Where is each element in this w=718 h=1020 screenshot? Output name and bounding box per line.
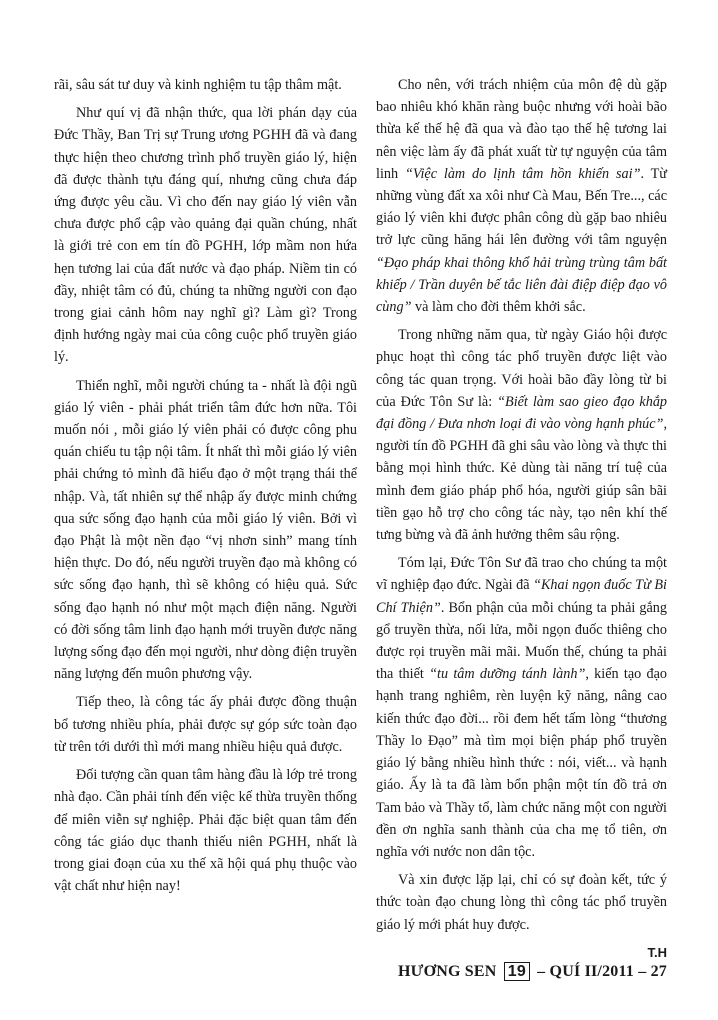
text-span: Cho nên, với trách nhiệm của môn đệ dù gặp bao nhiêu khó khăn ràng buộc nhưng với hoài bão thừa kế thế hệ đã qua và đào tạo thế hệ tương lai nên việc làm ấy đã phát xuất từ tự nguyện của tâm linh	[376, 77, 667, 182]
quote: “Đạo pháp khai thông khổ hải trùng trùng tâm bất khiếp / Trần duyên bế tắc liên đài điệp điệp đạo vô cùng”	[376, 254, 667, 316]
issue-date-page: – QUÍ II/2011 – 27	[537, 963, 667, 980]
paragraph	[376, 324, 667, 546]
issue-number: 19	[504, 962, 530, 981]
quote: “Biết làm sao gieo đạo khắp đại đồng / Đưa nhơn loại đi vào vòng hạnh phúc”	[376, 393, 668, 433]
paragraph	[376, 552, 667, 863]
quote: “Khai ngọn đuốc Từ Bi Chí Thiện”	[376, 577, 667, 616]
text-span: . Từ những vùng đất xa xôi như Cà Mau, Bến Tre..., các giáo lý viên khi được phân công dù gặp bao nhiêu trở lực cũng hăng hái lên đường với tâm nguyện	[376, 165, 667, 249]
paragraph	[376, 74, 667, 318]
author-signature: T.H	[647, 944, 667, 960]
text-span: . Bổn phận của mỗi chúng ta phải gắng gổ truyền thừa, nối lửa, mỗi ngọn đuốc thiêng cho được rọi truyền mãi mãi. Muốn thế, chúng ta phải tha thiết	[376, 599, 667, 683]
paragraph: Và xin được lặp lại, chỉ có sự đoàn kết, tức ý thức toàn đạo chung lòng thì công tác phổ truyền giáo lý mới phát huy được.	[376, 872, 667, 933]
paragraph: Tiếp theo, là công tác ấy phải được đồng thuận bổ tương nhiều phía, phải được sự góp sức toàn đạo từ trên tới dưới thì mới mang nhiều hiệu quả được.	[54, 694, 357, 755]
text-span: và làm cho đời thêm khởi sắc.	[411, 299, 586, 316]
magazine-name: HƯƠNG SEN	[397, 963, 497, 980]
paragraph: Thiển nghĩ, mỗi người chúng ta - nhất là đội ngũ giáo lý viên - phải phát triển tâm đức hơn nữa. Tôi muốn nói , mỗi giáo lý viên phải có được công phu quán chiếu tu tập nội tâm. Ít nhất thì mỗi giáo lý viên phải chứng tỏ mình đã hiểu đạo ở một trạng thái thể nhập. Và, tất nhiên sự thể nhập ấy được minh chứng qua sức sống đạo hạnh của mỗi giáo lý viên. Bởi vì đạo Phật là một nền đạo “vị nhơn sinh” mang tính hiện thực. Do đó, nếu người truyền đạo mà không có sức sống đạo hạnh, thì sẽ không có hiệu quả. Sức sống đạo hạnh nó như một mạch điện năng. Người có đời sống tâm linh đạo hạnh mới truyền được năng lượng sống đạo đến mọi người, như dòng điện truyền năng lượng đến muôn phương vậy.	[54, 377, 357, 683]
paragraph: Đối tượng cần quan tâm hàng đầu là lớp trẻ trong nhà đạo. Cần phải tính đến việc kế thừa truyền thống để miên viễn sự nghiệp. Phải đặc biệt quan tâm đến công tác giáo dục thanh thiếu niên PGHH, nhất là trong giai đoạn của xu thế xã hội quá phụ thuộc vào vật chất như hiện nay!	[54, 767, 357, 895]
quote: “tu tâm dưỡng tánh lành”	[429, 666, 586, 683]
text-span: Tóm lại, Đức Tôn Sư đã trao cho chúng ta một vĩ nghiệp đạo đức. Ngài đã	[376, 555, 667, 594]
quote: “Việc làm do lịnh tâm hồn khiến sai”	[404, 165, 641, 182]
text-span: , kiến tạo đạo hạnh trang nghiêm, rèn luyện kỹ năng, nâng cao kiến thức đạo đời... rồi đem hết tấm lòng “thương Thầy lo Đạo” mà tìm mọi biện pháp phổ truyền giáo lý bằng nhiều hình thức : nói, viết... và hạnh giáo. Ấy là ta đã làm bổn phận một tín đồ trả ơn Tam bảo và Thầy tổ, làm chức năng một con người đền ơn nghĩa sanh thành của cha mẹ tổ tiên, ơn nghĩa với nước non dân tộc.	[376, 666, 667, 860]
paragraph: rãi, sâu sát tư duy và kinh nghiệm tu tập thâm mật.	[54, 77, 342, 93]
right-column	[376, 74, 667, 964]
text-span: Trong những năm qua, từ ngày Giáo hội được phục hoạt thì công tác phổ truyền được liệt vào công tác quan trọng. Với hoài bão đầy lòng từ bi của Đức Tôn Sư là:	[376, 327, 667, 410]
paragraph: Như quí vị đã nhận thức, qua lời phán dạy của Đức Thầy, Ban Trị sự Trung ương PGHH đã và đang thực hiện theo chương trình phổ truyền giáo lý, hiện đã được thành tựu đáng quí, nhưng cũng chưa đáp ứng được yêu cầu. Vì cho đến nay giáo lý viên vẫn chưa được phổ cập vào quảng đại quần chúng, nhất là giới trẻ con em tín đồ PGHH, lớp mầm non hứa hẹn tương lai của đất nước và đạo pháp. Niềm tin có đầy, nhiệt tâm có đủ, chúng ta những người con đạo trong giai cảnh hôm nay nghĩ gì? Làm gì? Trong định hướng ngày mai của công cuộc phổ truyền giáo lý.	[54, 105, 357, 366]
page-footer	[0, 962, 667, 981]
left-column	[54, 74, 357, 903]
text-span: , người tín đồ PGHH đã ghi sâu vào lòng và thực thi bằng mọi hình thức. Kẻ dùng tài năng trí tuệ của mình đem giáo pháp phổ hóa, người giúp sân bãi tiền gạo hỗ trợ cho công tác này, tạo nên khí thế tưng bừng và đã ảnh hưởng thêm sâu rộng.	[376, 416, 667, 544]
